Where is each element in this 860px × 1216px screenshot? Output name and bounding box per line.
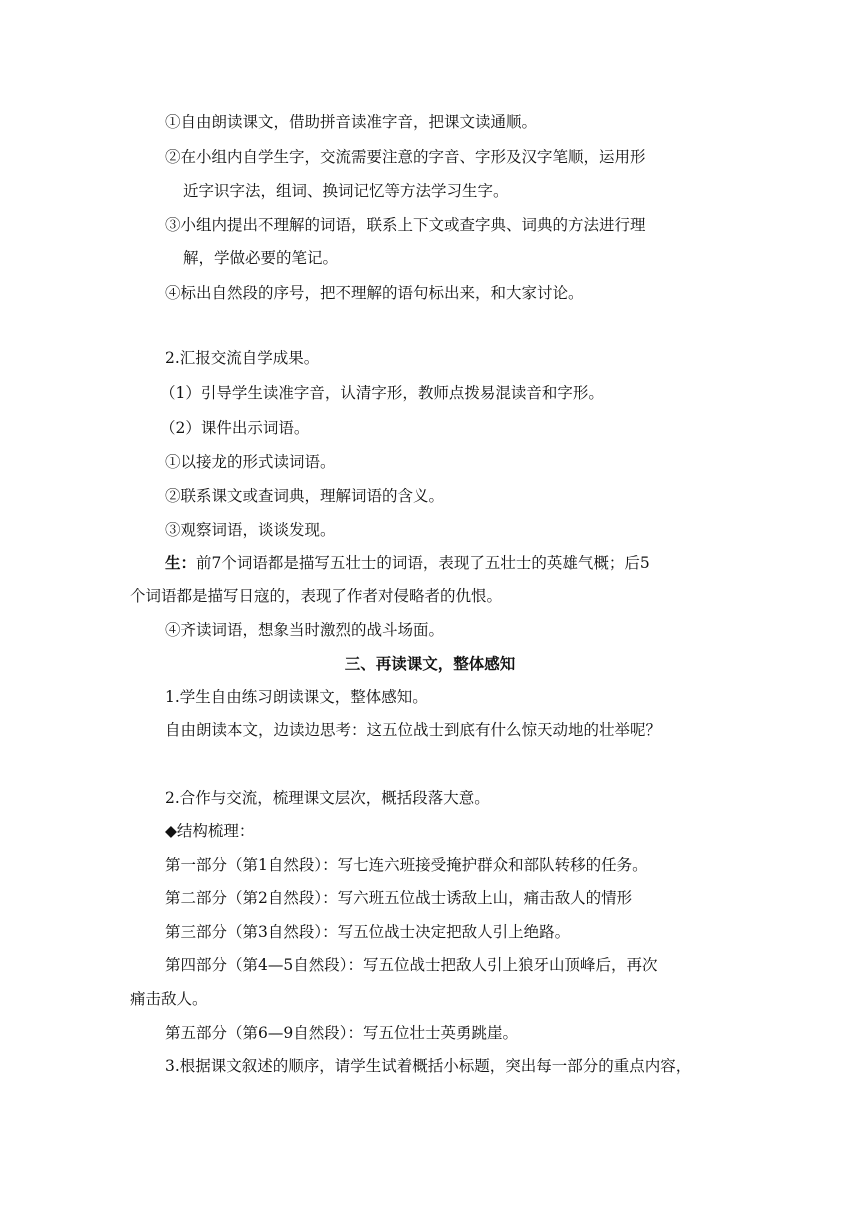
self-study-step-1: ①自由朗读课文，借助拼音读准字音，把课文读通顺。 <box>165 113 538 131</box>
vocab-item-2: ②联系课文或查词典，理解词语的含义。 <box>165 487 445 505</box>
report-sub-2: （2）课件出示词语。 <box>160 419 310 437</box>
reread-step-3: 3.根据课文叙述的顺序，请学生试着概括小标题，突出每一部分的重点内容， <box>165 1057 692 1075</box>
vocab-item-1: ①以接龙的形式读词语。 <box>165 453 336 471</box>
report-sub-1: （1）引导学生读准字音，认清字形，教师点拨易混读音和字形。 <box>160 384 604 402</box>
student-answer-line-1 <box>165 553 650 573</box>
vocab-item-4: ④齐读词语，想象当时激烈的战斗场面。 <box>165 621 445 639</box>
report-heading: 2.汇报交流自学成果。 <box>165 349 320 367</box>
structure-part-4: 第四部分（第4—5自然段）：写五位战士把敌人引上狼牙山顶峰后，再次 <box>165 956 658 974</box>
structure-part-3: 第三部分（第3自然段）：写五位战士决定把敌人引上绝路。 <box>165 923 571 941</box>
student-answer-text: 前7个词语都是描写五壮士的词语，表现了五壮士的英雄气概；后5 <box>196 554 650 572</box>
student-answer-line-2: 个词语都是描写日寇的，表现了作者对侵略者的仇恨。 <box>130 587 503 605</box>
structure-part-5: 第五部分（第6—9自然段）：写五位壮士英勇跳崖。 <box>165 1024 518 1042</box>
reread-question: 自由朗读本文，边读边思考：这五位战士到底有什么惊天动地的壮举呢？ <box>165 721 662 739</box>
structure-part-1: 第一部分（第1自然段）：写七连六班接受掩护群众和部队转移的任务。 <box>165 856 648 874</box>
student-label: 生： <box>165 553 197 572</box>
self-study-step-2: ②在小组内自学生字，交流需要注意的字音、字形及汉字笔顺，运用形 <box>165 148 646 166</box>
structure-part-4-cont: 痛击敌人。 <box>130 990 208 1008</box>
reread-step-1: 1.学生自由练习朗读课文，整体感知。 <box>165 688 428 706</box>
structure-part-2: 第二部分（第2自然段）：写六班五位战士诱敌上山，痛击敌人的情形 <box>165 889 633 907</box>
self-study-step-3-cont: 解，学做必要的笔记。 <box>183 249 339 267</box>
vocab-item-3: ③观察词语，谈谈发现。 <box>165 521 336 539</box>
reread-step-2: 2.合作与交流，梳理课文层次，概括段落大意。 <box>165 789 490 807</box>
self-study-step-4: ④标出自然段的序号，把不理解的语句标出来，和大家讨论。 <box>165 284 584 302</box>
structure-label: ◆结构梳理： <box>165 822 255 840</box>
section-title: 三、再读课文，整体感知 <box>344 654 516 673</box>
self-study-step-2-cont: 近字识字法，组词、换词记忆等方法学习生字。 <box>183 182 509 200</box>
self-study-step-3: ③小组内提出不理解的词语，联系上下文或查字典、词典的方法进行理 <box>165 216 646 234</box>
